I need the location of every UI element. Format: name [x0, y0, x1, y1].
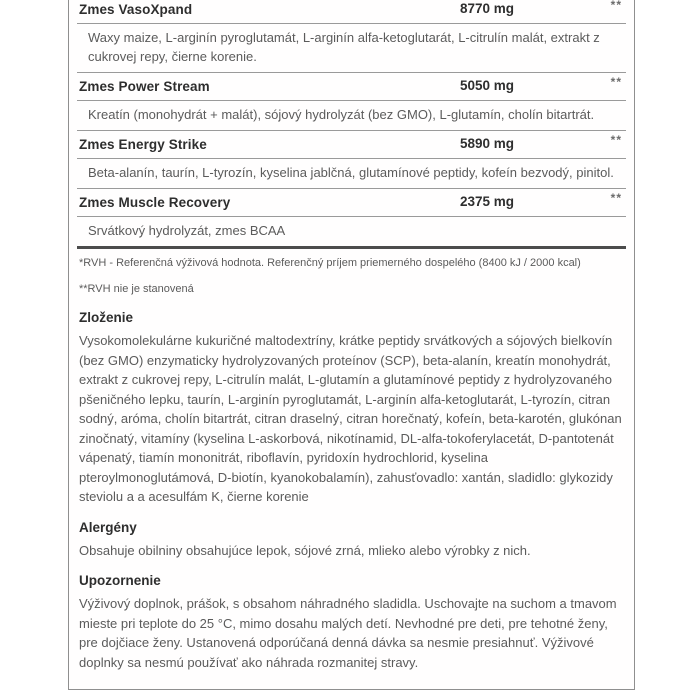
product-amount: 5050 mg [459, 78, 515, 93]
table-row-header [77, 131, 626, 159]
label-sheet-border [68, 0, 635, 690]
product-note-marker: ** [610, 133, 622, 147]
table-row-header [77, 73, 626, 101]
section-heading: Alergény [79, 519, 137, 535]
section-body: Vysokomolekulárne kukuričné maltodextríny, krátke peptidy srvátkových a sójových bielkovín (bez GMO) enzymaticky hydrolyzovaných proteínov (SCP), beta-alanín, kreatín monohydrát, extrakt z cukrovej repy, L-citrulín malát, L-glutamín a glutamínové peptidy z hydrolyzovaného pšeničného lepku, taurín, L-arginín pyroglutamát, L-arginín alfa-ketoglutarát, L-tyrozín, citran sodný, aróma, cholín bitartrát, citran draselný, citran horečnatý, kofeín, beta-karotén, glukónan zinočnatý, vitamíny (kyselina L-askorbová, nikotínamid, DL-alfa-tokoferylacetát, D-pantotenát vápenatý, tiamín mononitrát, riboflavín, pyridoxín hydrochlorid, kyselina pteroylmonoglutámová, D-biotín, kyanokobalamín), zahusťovadlo: xantán, sladidlo: glykozidy steviolu a a acesulfám K, čierne korenie [79, 333, 622, 504]
section-warning [77, 573, 626, 672]
product-amount: 8770 mg [459, 1, 515, 16]
product-name: Zmes VasoXpand [79, 2, 193, 17]
footnotes [77, 256, 626, 297]
product-note-marker: ** [610, 191, 622, 205]
product-amount: 5890 mg [459, 136, 515, 151]
section-body: Obsahuje obilniny obsahujúce lepok, sójové zrná, mlieko alebo výrobky z nich. [79, 542, 531, 558]
table-row-header [77, 0, 626, 24]
section-heading: Zloženie [79, 310, 134, 325]
product-ingredients: Srvátkový hydrolyzát, zmes BCAA [77, 217, 626, 249]
section-composition [77, 310, 626, 507]
table-row-header [77, 189, 626, 217]
footnote-rvh-definition: *RVH - Referenčná výživová hodnota. Referenčný príjem priemerného dospelého (8400 kJ / 2000 kcal) [79, 257, 581, 269]
product-ingredients: Beta-alanín, taurín, L-tyrozín, kyselina jablčná, glutamínové peptidy, kofeín bezvodý, pinitol. [77, 159, 626, 189]
section-heading: Upozornenie [79, 573, 161, 588]
product-ingredients: Kreatín (monohydrát + malát), sójový hydrolyzát (bez GMO), L-glutamín, cholín bitartrát. [77, 101, 626, 131]
product-name: Zmes Muscle Recovery [79, 195, 231, 210]
product-amount: 2375 mg [459, 194, 515, 209]
section-body: Výživový doplnok, prášok, s obsahom náhradného sladidla. Uschovajte na suchom a tmavom mieste pri teplote do 25 °C, mimo dosahu malých detí. Nevhodné pre deti, pre tehotné ženy, pre dojčiace ženy. Ustanovená odporúčaná denná dávka sa nesmie presiahnuť. Výživové doplnky sa nesmú používať ako náhrada rozmanitej stravy. [79, 596, 617, 670]
section-allergens [77, 520, 626, 561]
product-note-marker: ** [610, 75, 622, 89]
product-ingredients: Waxy maize, L-arginín pyroglutamát, L-arginín alfa-ketoglutarát, L-citrulín malát, extrakt z cukrovej repy, čierne korenie. [77, 24, 626, 73]
footnote-rvh-not-set: **RVH nie je stanovená [79, 283, 194, 295]
supplement-table [77, 0, 626, 249]
product-note-marker: ** [610, 0, 622, 12]
product-name: Zmes Energy Strike [79, 137, 207, 152]
product-name: Zmes Power Stream [79, 79, 210, 94]
